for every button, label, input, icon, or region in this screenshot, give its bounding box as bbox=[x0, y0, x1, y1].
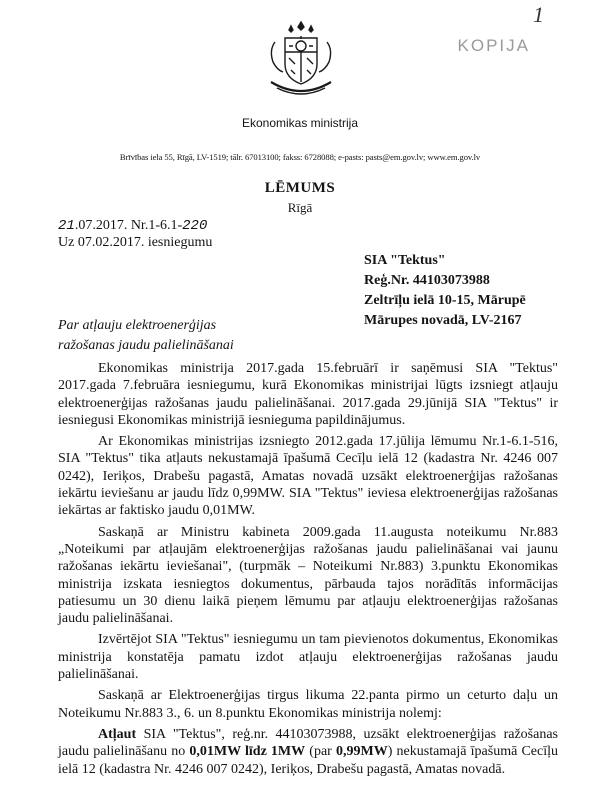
document-city: Rīgā bbox=[287, 200, 313, 215]
subject-line: ražošanas jaudu palielināšanai bbox=[58, 338, 234, 353]
coat-of-arms-logo bbox=[263, 12, 339, 104]
capacity-range: 0,01MW līdz 1MW bbox=[189, 744, 306, 760]
page-number-mark: 1 bbox=[533, 2, 544, 27]
body-paragraph: Ekonomikas ministrija 2017.gada 15.februārī ir saņēmusi SIA "Tektus" 2017.gada 7.februāra iesniegumu, kurā Ekonomikas ministrijai lūgts izsniegt atļauju elektroenerģijas ražošanas jaudu palielināšanai. 2017.gada 29.jūnijā SIA "Tektus" ir iesniegusi Ekonomikas ministrijā iesnieguma papildinājumus. bbox=[58, 361, 558, 428]
recipient-reg-number: Reģ.Nr. 44103073988 bbox=[364, 273, 490, 288]
capacity-increase: 0,99MW bbox=[336, 744, 388, 760]
document-title: LĒMUMS bbox=[264, 180, 336, 196]
decision-text: SIA "Tektus", reģ.nr. 44103073988, uzsākt elektroenerģijas ražošanas jaudu palielināšanu no bbox=[58, 726, 558, 760]
body-paragraph: Izvērtējot SIA "Tektus" iesniegumu un tam pievienotos dokumentus, Ekonomikas ministrija konstatēja pamatu izdot atļauju elektroenerģijas ražošanas jaudu palielināšanai. bbox=[58, 632, 558, 683]
decision-text: (par bbox=[305, 744, 336, 760]
decision-text: ) nekustamajā īpašumā Cecīļu ielā 12 (kadastra Nr. 4246 007 0242), Ieriķos, Drabešu pagastā, Amatas novadā. bbox=[58, 744, 558, 777]
reference-number: .07.2017. Nr.1-6.1- bbox=[74, 218, 183, 233]
ministry-name: Ekonomikas ministrija bbox=[241, 116, 359, 130]
body-paragraph: Saskaņā ar Elektroenerģijas tirgus likuma 22.panta pirmo un ceturto daļu un Noteikumu Nr.883 3., 6. un 8.punktu Ekonomikas ministrija nolemj: bbox=[58, 688, 558, 721]
recipient-address: Zeltrīļu ielā 10-15, Mārupē bbox=[364, 293, 526, 308]
recipient-name: SIA "Tektus" bbox=[364, 253, 446, 268]
decision-verb: Atļaut bbox=[98, 726, 137, 742]
handwritten-date: 21 bbox=[58, 218, 75, 234]
body-paragraph: Ar Ekonomikas ministrijas izsniegto 2012.gada 17.jūlija lēmumu Nr.1-6.1-516, SIA "Tektus" tika atļauts nekustamajā īpašumā Cecīļu ielā 12 (kadastra Nr. 4246 007 0242), Ieriķos, Drabešu pagastā, Amatas novadā uzsākt elektroenerģijas ražošanas iekārtu ieviešanu ar jaudu līdz 0,99MW. SIA "Tektus" ieviesa elektroenerģijas ražošanas iekārtas ar faktisko jaudu 0,01MW. bbox=[58, 434, 558, 519]
decision-paragraph bbox=[58, 726, 558, 778]
body-paragraph: Saskaņā ar Ministru kabineta 2009.gada 11.augusta noteikumu Nr.883 „Noteikumi par atļaujām elektroenerģijas ražošanas jaudu palielināšanai vai jaunu ražošanas iekārtu ieviešanai", (turpmāk – Noteikumi Nr.883) 3.punktu Ekonomikas ministrija izskata iesniegtos dokumentus, pārbauda tajos norādītās informācijas patiesumu un 30 dienu laikā pieņem lēmumu par atļauju elektroenerģijas ražošanas jaudu palielināšanai. bbox=[58, 524, 558, 627]
subject bbox=[58, 316, 234, 356]
in-reply-to: Uz 07.02.2017. iesniegumu bbox=[58, 235, 213, 250]
document-reference bbox=[58, 217, 207, 235]
handwritten-number: 220 bbox=[182, 218, 208, 234]
letterhead-contact: Brīvības iela 55, Rīgā, LV-1519; tālr. 67013100; fakss: 6728088; e-pasts: pasts@em.gov.lv; www.em.gov.lv bbox=[119, 152, 481, 162]
subject-line: Par atļauju elektroenerģijas bbox=[58, 318, 217, 333]
document-body bbox=[58, 360, 558, 782]
recipient-region: Mārupes novadā, LV-2167 bbox=[364, 313, 522, 328]
copy-stamp: KOPIJA bbox=[457, 36, 530, 55]
